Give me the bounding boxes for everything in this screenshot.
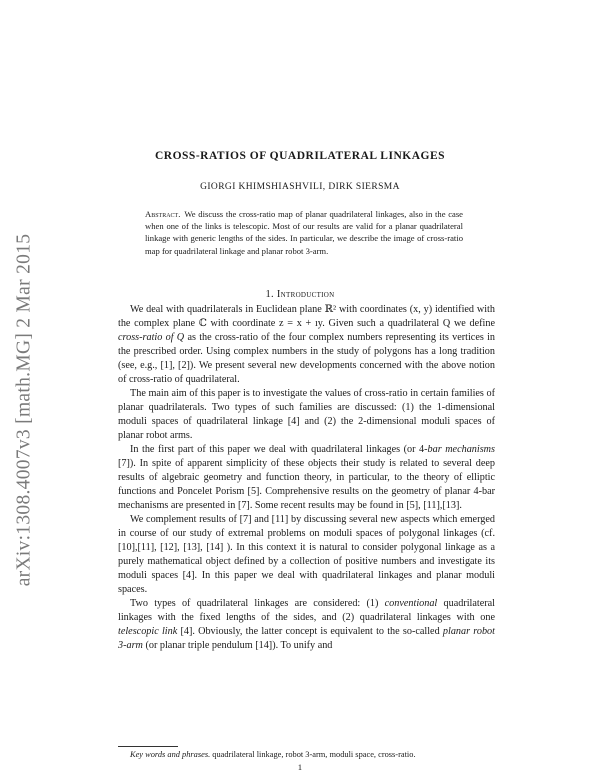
paragraph	[118, 513, 495, 597]
paragraph	[118, 597, 495, 653]
emphasis-text: bar mechanisms	[427, 444, 496, 455]
paragraph-text: quadrilateral linkages with the fixed lengths of the sides, and (2) quadrilateral linkages with one	[118, 598, 495, 623]
footnote	[130, 750, 416, 759]
footnote-divider	[118, 746, 178, 747]
abstract-text: We discuss the cross-ratio map of planar quadrilateral linkages, also in the case when one of the links is telescopic. Most of our results are valid for a planar quadrilateral linkage with generic lengths of the sides. In particular, we describe the image of cross-ratio map for quadrilateral linkage and planar robot 3-arm.	[145, 209, 463, 256]
paragraph-text: We deal with quadrilaterals in Euclidean plane ℝ² with coordinates (x, y) identified with the complex plane ℂ with coordinate z = x + ıy. Given such a quadrilateral Q we define	[118, 304, 495, 329]
paragraph-text: [7]). In spite of apparent simplicity of these objects their study is related to several deep results of algebraic geometry and function theory, in particular, to the theory of elliptic functions and Poncelet Porism [5]. Comprehensive results on the geometry of planar 4-bar mechanisms are presented in [7]. Some recent results may be found in [5], [11],[13].	[118, 458, 495, 511]
paper-title: CROSS-RATIOS OF QUADRILATERAL LINKAGES	[154, 150, 446, 162]
emphasis-text: conventional	[384, 598, 438, 609]
emphasis-text: telescopic link	[118, 626, 178, 637]
paragraph-text: In the first part of this paper we deal with quadrilateral linkages (or 4-	[130, 444, 428, 455]
paragraph	[118, 303, 495, 387]
footnote-text: quadrilateral linkage, robot 3-arm, moduli space, cross-ratio.	[210, 750, 416, 759]
paragraph	[118, 387, 495, 443]
page-number: 1	[297, 762, 303, 772]
section-body	[118, 303, 495, 653]
arxiv-identifier-stamp	[4, 190, 44, 630]
paragraph-text: Two types of quadrilateral linkages are considered: (1)	[130, 598, 385, 609]
emphasis-text: cross-ratio of Q	[118, 332, 185, 343]
paper-authors: GIORGI KHIMSHIASHVILI, DIRK SIERSMA	[200, 182, 400, 192]
footnote-label: Key words and phrases.	[130, 750, 211, 759]
paragraph	[118, 443, 495, 513]
abstract-label: Abstract.	[145, 209, 181, 219]
paragraph-text: as the cross-ratio of the four complex numbers representing its vertices in the prescribed order. Using complex numbers in the study of polygons has a long tradition (see, e.g., [1], [2]). We present several new developments concerned with the above notion of cross-ratio of quadrilateral.	[118, 332, 496, 385]
paragraph-text: The main aim of this paper is to investigate the values of cross-ratio in certain families of planar quadrilaterals. Two types of such families are discussed: (1) the 1-dimensional moduli spaces of quadrilateral linkage [4] and (2) the 2-dimensional moduli spaces of planar robot arms.	[118, 388, 495, 441]
abstract	[145, 208, 463, 257]
emphasis-text: planar robot 3-arm	[118, 626, 495, 651]
arxiv-identifier-text: arXiv:1308.4007v3 [math.MG] 2 Mar 2015	[13, 233, 35, 587]
paragraph-text: We complement results of [7] and [11] by discussing several new aspects which emerged in course of our study of extremal problems on moduli spaces of polygonal linkages (cf. [10],[11], [12], [13], [14] ). In this context it is natural to consider polygonal linkage as a purely mathematical object defined by a collection of positive numbers and investigate its moduli spaces [4]. In this paper we deal with quadrilateral linkages and planar moduli spaces.	[118, 514, 495, 595]
section-heading: 1. Introduction	[265, 289, 335, 300]
paragraph-text: [4]. Obviously, the latter concept is equivalent to the so-called	[177, 626, 443, 637]
paragraph-text: (or planar triple pendulum [14]). To unify and	[142, 640, 333, 651]
